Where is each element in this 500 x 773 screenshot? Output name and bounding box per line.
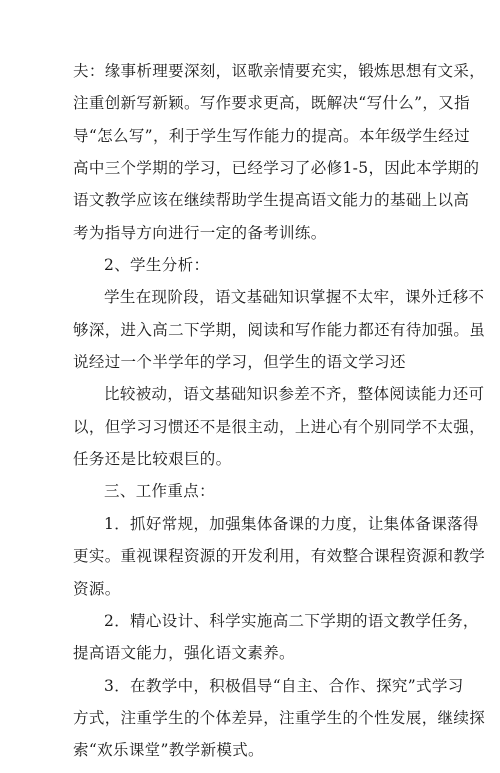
text-line: 以，但学习习惯还不是很主动，上进心有个别同学不太强， [73, 417, 486, 436]
list-item-1: 1．抓好常规，加强集体备课的力度，让集体备课落得 [104, 514, 479, 533]
text-line: 方式，注重学生的个体差异，注重学生的个性发展，继续探 [73, 708, 486, 727]
text-line: 导“怎么写”，利于学生写作能力的提高。本年级学生经过 [73, 126, 470, 145]
body-text [73, 61, 486, 773]
list-item-2: 2．精心设计、科学实施高二下学期的语文教学任务， [104, 611, 479, 630]
text-line: 任务还是比较艰巨的。 [73, 450, 232, 469]
text-line: 学生在现阶段，语文基础知识掌握不太牢，课外迁移不 [104, 288, 485, 307]
text-line: 夫：缘事析理要深刻，讴歌亲情要充实，锻炼思想有文采， [73, 62, 486, 80]
text-line: 比较被动，语文基础知识参差不齐，整体阅读能力还可 [104, 385, 485, 404]
text-line: 说经过一个半学年的学习，但学生的语文学习还 [73, 353, 406, 372]
text-line: 够深，进入高二下学期，阅读和写作能力都还有待加强。虽 [73, 320, 486, 339]
text-line: 考为指导方向进行一定的备考训练。 [73, 223, 327, 242]
section-heading-student-analysis: 2、学生分析： [104, 256, 210, 275]
text-line: 高中三个学期的学习，已经学习了必修1-5，因此本学期的 [73, 159, 480, 178]
text-line: 更实。重视课程资源的开发利用，有效整合课程资源和教学 [73, 547, 486, 566]
text-line: 提高语文能力，强化语文素养。 [73, 644, 295, 663]
text-line: 资源。 [73, 579, 121, 598]
section-heading-work-focus: 三、工作重点： [104, 482, 215, 501]
list-item-3: 3．在教学中，积极倡导“自主、合作、探究”式学习 [104, 676, 464, 695]
text-line: 索“欢乐课堂”教学新模式。 [73, 741, 264, 760]
text-line: 注重创新写新颖。写作要求更高，既解决“写什么”，又指 [73, 94, 470, 113]
text-line: 语文教学应该在继续帮助学生提高语文能力的基础上以高 [73, 191, 470, 210]
